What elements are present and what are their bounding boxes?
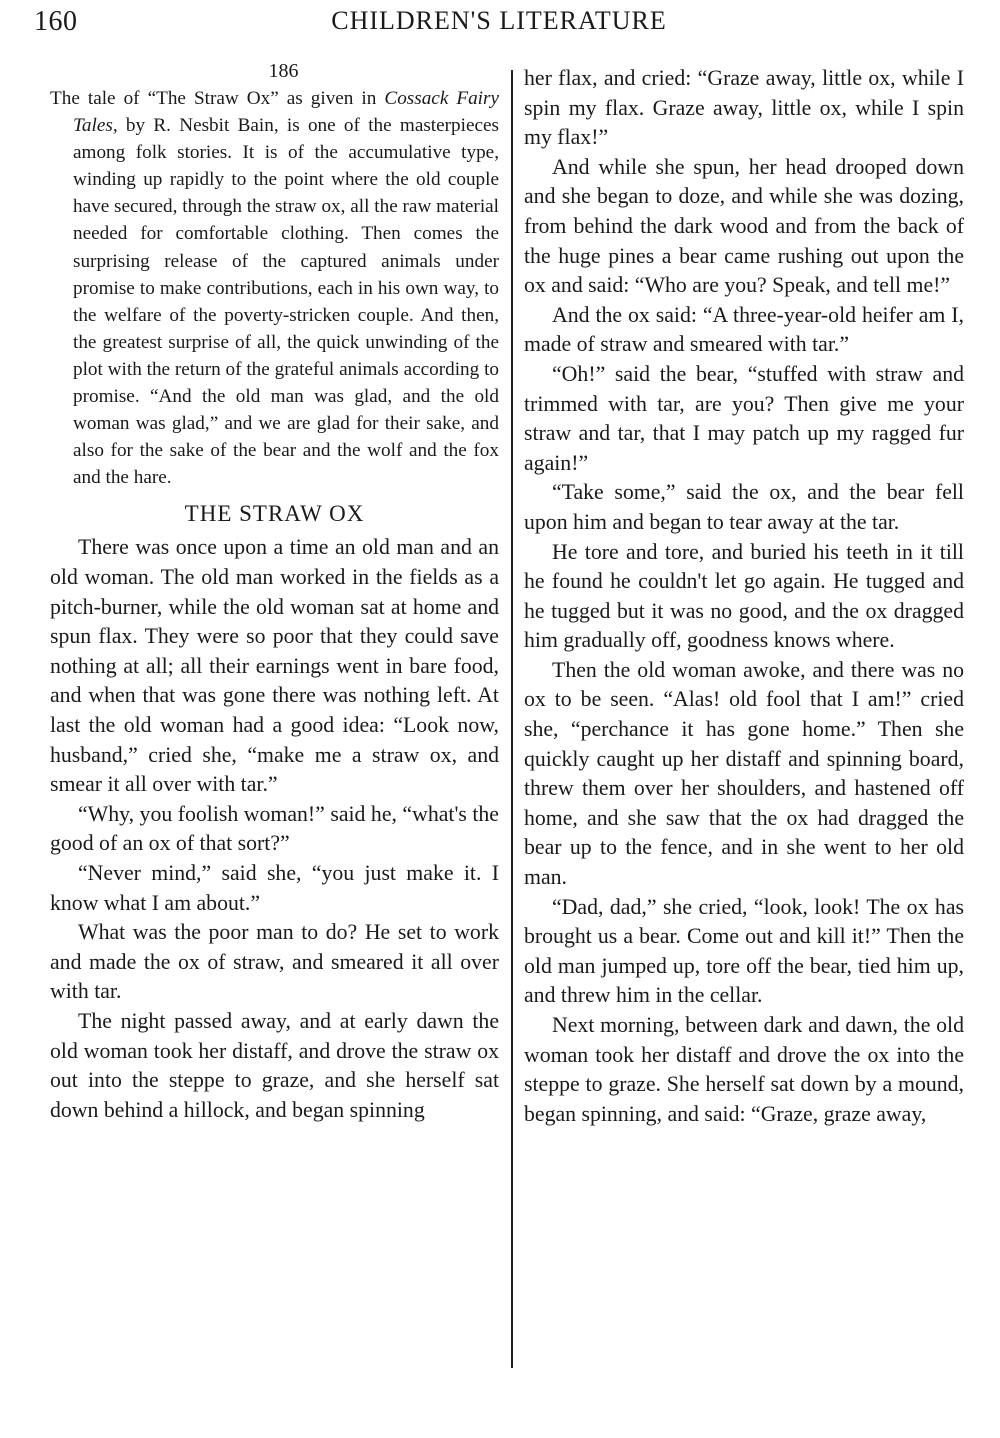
note-text-before: The tale of “The Straw Ox” as given in bbox=[50, 88, 385, 109]
running-head: CHILDREN'S LITERATURE bbox=[331, 6, 667, 35]
paragraph: “Dad, dad,” she cried, “look, look! The ox has brought us a bear. Come out and kill it!” Then the old man jumped up, tore off the bear, tied him up, and threw him in the cellar. bbox=[524, 894, 964, 1008]
editorial-note bbox=[50, 85, 499, 491]
paragraph-continuation: her flax, and cried: “Graze away, little ox, while I spin my flax. Graze away, little ox, while I spin my flax!” bbox=[524, 66, 964, 150]
note-text-after: by R. Nesbit Bain, is one of the masterpieces among folk stories. It is of the accumulative type, winding up rapidly to the point where the old couple have secured, through the straw ox, all the raw material needed for comfortable clothing. Then comes the surprising release of the captured animals under promise to make contributions, each in his own way, to the welfare of the poverty-stricken couple. And then, the greatest surprise of all, the quick unwinding of the plot with the return of the grateful animals according to promise. “And the old man was glad, and the old woman was glad,” and we are glad for their sake, and also for the sake of the bear and the wolf and the fox and the hare. bbox=[73, 115, 499, 489]
paragraph: And the ox said: “A three-year-old heifer am I, made of straw and smeared with tar.” bbox=[524, 302, 964, 357]
paragraph: He tore and tore, and buried his teeth in it till he found he couldn't let go again. He tugged and he tugged but it was no good, and the ox dragged him gradually off, goodness knows where. bbox=[524, 539, 964, 653]
book-title-italic: Cossack Fairy Tales, bbox=[73, 88, 499, 137]
story-title: THE STRAW OX bbox=[184, 501, 365, 527]
page-header bbox=[34, 6, 964, 46]
page-number: 160 bbox=[34, 6, 78, 37]
paragraph: “Take some,” said the ox, and the bear fell upon him and began to tear away at the tar. bbox=[524, 480, 964, 534]
paragraph: “Oh!” said the bear, “stuffed with straw and trimmed with tar, are you? Then give me your straw and tar, that I may patch up my ragged fur again!” bbox=[524, 361, 964, 475]
note-number: 186 bbox=[268, 60, 299, 82]
paragraph: There was once upon a time an old man and an old woman. The old man worked in the fields as a pitch-burner, while the old woman sat at home and spun flax. They were so poor that they could save nothing at all; all their earnings went in bare food, and when that was gone there was nothing left. At last the old woman had a good idea: “Look now, husband,” cried she, “make me a straw ox, and smear it all over with tar.” bbox=[50, 535, 499, 797]
paragraph: The night passed away, and at early dawn the old woman took her distaff, and drove the straw ox out into the steppe to graze, and she herself sat down behind a hillock, and began spinning bbox=[50, 1008, 499, 1122]
paragraph: Next morning, between dark and dawn, the old woman took her distaff and drove the ox into the steppe to graze. She herself sat down by a mound, began spinning, and said: “Graze, graze away, bbox=[524, 1013, 964, 1126]
paragraph: “Why, you foolish woman!” said he, “what's the good of an ox of that sort?” bbox=[50, 801, 499, 856]
paragraph: And while she spun, her head drooped down and she began to doze, and while she was dozing, from behind the dark wood and from the back of the huge pines a bear came rushing out upon the ox and said: “Who are you? Speak, and tell me!” bbox=[524, 154, 964, 298]
left-column bbox=[50, 58, 499, 1125]
right-column bbox=[524, 64, 964, 1129]
paragraph: What was the poor man to do? He set to work and made the ox of straw, and smeared it all over with tar. bbox=[50, 920, 499, 1004]
paragraph: Then the old woman awoke, and there was no ox to be seen. “Alas! old fool that I am!” cried she, “perchance it has gone home.” Then she quickly caught up her distaff and spinning board, threw them over her shoulders, and hastened off home, and she saw that the ox had dragged the bear up to the fence, and in she went to her old man. bbox=[524, 657, 964, 890]
column-divider bbox=[511, 70, 513, 1368]
paragraph: “Never mind,” said she, “you just make it. I know what I am about.” bbox=[50, 860, 499, 915]
